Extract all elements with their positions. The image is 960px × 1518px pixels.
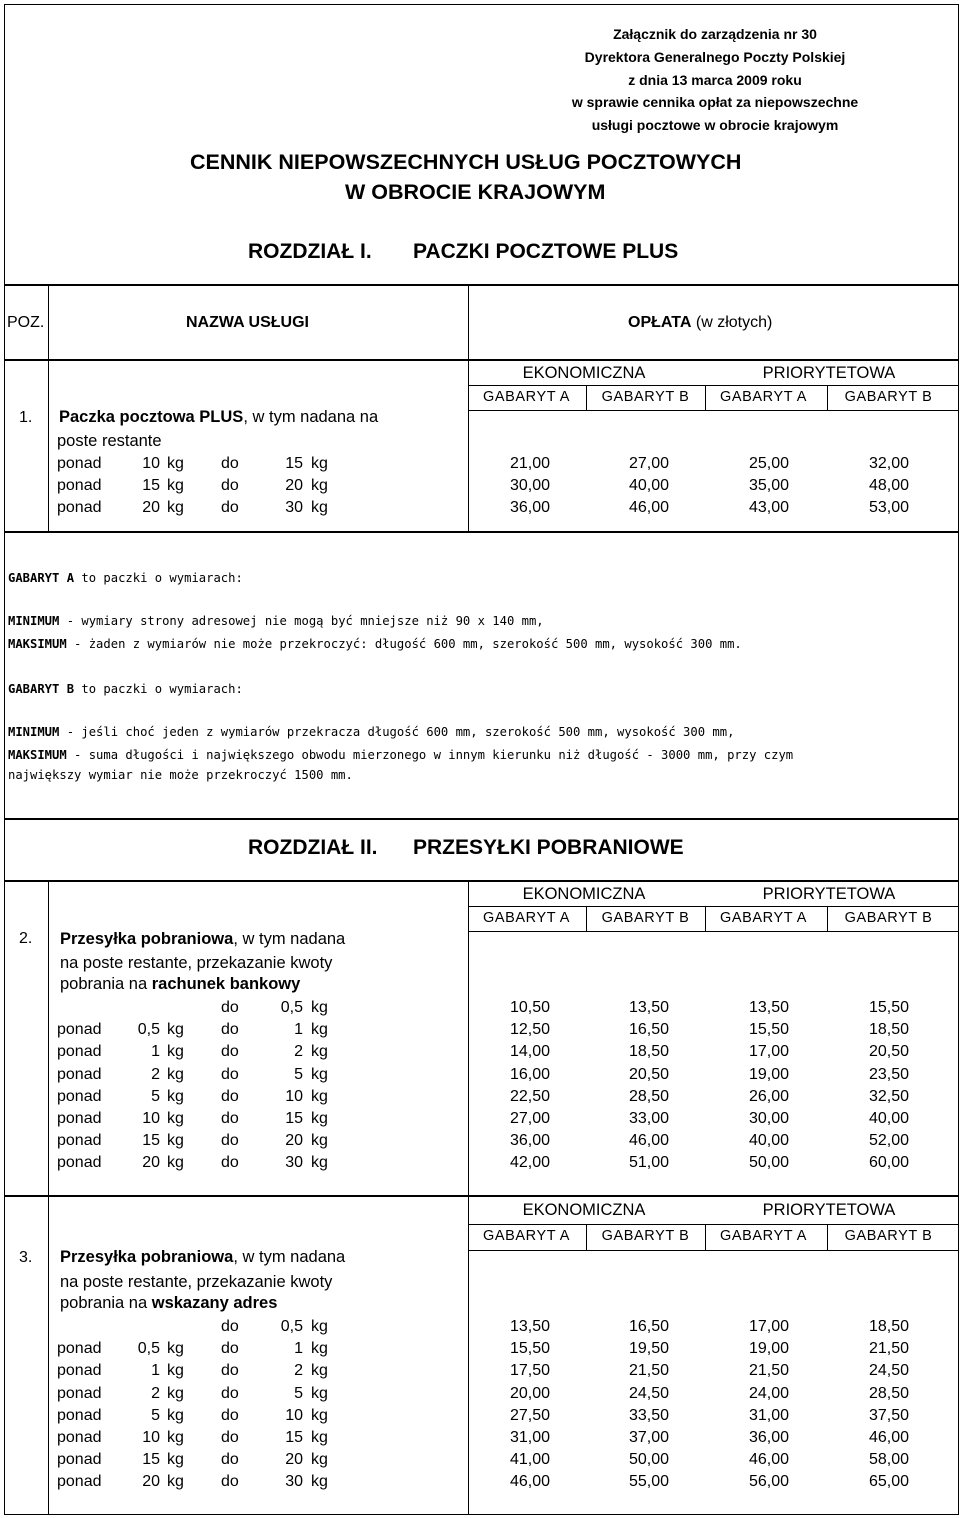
weight-to-value: 15 bbox=[285, 455, 303, 472]
price-value: 46,00 bbox=[628, 1132, 669, 1150]
weight-from-value: 5 bbox=[151, 1406, 160, 1424]
weight-to-value: 20 bbox=[285, 1132, 303, 1150]
weight-ponad-label: ponad bbox=[57, 1473, 102, 1491]
weight-from-unit: kg bbox=[167, 499, 184, 517]
weight-ponad-label: ponad bbox=[57, 1132, 102, 1150]
weight-do-label: do bbox=[221, 1451, 239, 1469]
price-value: 19,00 bbox=[748, 1065, 789, 1083]
note-a-min-bold: MINIMUM bbox=[8, 614, 60, 628]
item2-gab-b-eco: GABARYT B bbox=[601, 910, 690, 926]
price-value: 37,00 bbox=[628, 1429, 669, 1446]
item2-gab-divider-3 bbox=[827, 906, 828, 932]
item2-group-eco: EKONOMICZNA bbox=[522, 885, 646, 903]
item1-gab-divider-1 bbox=[586, 385, 587, 411]
weight-from-unit: kg bbox=[167, 1065, 184, 1083]
price-value: 56,00 bbox=[748, 1473, 789, 1491]
price-value: 18,50 bbox=[628, 1043, 669, 1061]
item1-gab-a-prio: GABARYT A bbox=[719, 389, 808, 405]
price-value: 33,50 bbox=[628, 1406, 669, 1424]
price-value: 25,00 bbox=[748, 455, 789, 472]
price-value: 36,00 bbox=[509, 499, 550, 517]
item2-weight-row bbox=[0, 1066, 960, 1086]
item3-poz: 3. bbox=[19, 1249, 33, 1266]
weight-from-value: 20 bbox=[142, 1473, 160, 1491]
poz-divider-1 bbox=[48, 285, 49, 360]
weight-do-label: do bbox=[221, 1429, 239, 1446]
document-title-line-1: CENNIK NIEPOWSZECHNYCH USŁUG POCZTOWYCH bbox=[190, 150, 742, 174]
item1-gab-row-bottom-line bbox=[468, 410, 959, 411]
note-b-min bbox=[8, 725, 734, 739]
header-line-5: usługi pocztowe w obrocie krajowym bbox=[591, 117, 839, 133]
price-value: 37,50 bbox=[868, 1406, 909, 1424]
price-value: 21,50 bbox=[868, 1340, 909, 1358]
price-value: 46,00 bbox=[868, 1429, 909, 1446]
weight-from-unit: kg bbox=[167, 1384, 184, 1402]
price-value: 15,50 bbox=[748, 1021, 789, 1039]
weight-to-unit: kg bbox=[311, 1154, 328, 1172]
weight-from-value: 15 bbox=[142, 1451, 160, 1469]
item2-weight-row bbox=[0, 999, 960, 1019]
price-value: 15,50 bbox=[509, 1340, 550, 1358]
price-value: 20,50 bbox=[868, 1043, 909, 1061]
item2-gab-b-prio: GABARYT B bbox=[844, 910, 933, 926]
price-value: 58,00 bbox=[868, 1451, 909, 1469]
price-value: 28,50 bbox=[628, 1087, 669, 1105]
price-value: 55,00 bbox=[628, 1473, 669, 1491]
weight-do-label: do bbox=[221, 1473, 239, 1491]
price-value: 46,00 bbox=[748, 1451, 789, 1469]
price-value: 53,00 bbox=[868, 499, 909, 517]
item1-weight-row bbox=[0, 455, 960, 475]
weight-ponad-label: ponad bbox=[57, 499, 102, 517]
weight-ponad-label: ponad bbox=[57, 1087, 102, 1105]
note-a-title bbox=[8, 571, 243, 585]
weight-do-label: do bbox=[221, 1132, 239, 1150]
weight-ponad-label: ponad bbox=[57, 1429, 102, 1446]
price-value: 20,50 bbox=[628, 1065, 669, 1083]
item1-gab-divider-3 bbox=[827, 385, 828, 411]
weight-from-value: 15 bbox=[142, 477, 160, 495]
price-value: 10,50 bbox=[509, 999, 550, 1016]
price-value: 42,00 bbox=[509, 1154, 550, 1172]
weight-to-value: 1 bbox=[294, 1340, 303, 1358]
weight-to-unit: kg bbox=[311, 1362, 328, 1380]
price-value: 40,00 bbox=[628, 477, 669, 495]
item3-gab-b-eco: GABARYT B bbox=[601, 1228, 690, 1244]
weight-do-label: do bbox=[221, 1087, 239, 1105]
weight-to-unit: kg bbox=[311, 1021, 328, 1039]
item3-group-prio: PRIORYTETOWA bbox=[762, 1201, 896, 1219]
note-a-max-rest: - żaden z wymiarów nie może przekroczyć: długość 600 mm, szerokość 500 mm, wysokość 300 mm. bbox=[66, 637, 742, 651]
item2-desc-line3 bbox=[60, 975, 300, 994]
weight-do-label: do bbox=[221, 1043, 239, 1061]
note-b-max-rest: - suma długości i największego obwodu mierzonego w innym kierunku niż długość - 3000 mm, przy czym bbox=[66, 748, 794, 762]
item3-weight-row bbox=[0, 1451, 960, 1471]
price-value: 50,00 bbox=[628, 1451, 669, 1469]
weight-to-unit: kg bbox=[311, 1340, 328, 1358]
note-a-title-rest: to paczki o wymiarach: bbox=[74, 571, 243, 585]
weight-from-value: 5 bbox=[151, 1087, 160, 1105]
weight-do-label: do bbox=[221, 1065, 239, 1083]
weight-from-unit: kg bbox=[167, 1087, 184, 1105]
column-poz: POZ. bbox=[7, 314, 45, 331]
weight-from-unit: kg bbox=[167, 1043, 184, 1061]
weight-do-label: do bbox=[221, 1340, 239, 1358]
header-line-4: w sprawie cennika opłat za niepowszechne bbox=[571, 94, 859, 110]
item1-weight-row bbox=[0, 499, 960, 519]
item2-weight-row bbox=[0, 1154, 960, 1174]
item1-gab-divider-2 bbox=[705, 385, 706, 411]
price-value: 12,50 bbox=[509, 1021, 550, 1039]
price-value: 16,50 bbox=[628, 1318, 669, 1335]
weight-ponad-label: ponad bbox=[57, 1043, 102, 1061]
weight-to-value: 5 bbox=[294, 1065, 303, 1083]
price-value: 17,50 bbox=[509, 1362, 550, 1380]
price-value: 17,00 bbox=[748, 1318, 789, 1335]
price-value: 60,00 bbox=[868, 1154, 909, 1172]
weight-from-value: 1 bbox=[151, 1362, 160, 1380]
column-fee-label: OPŁATA bbox=[628, 314, 692, 331]
item3-gab-b-prio: GABARYT B bbox=[844, 1228, 933, 1244]
column-fee-unit: (w złotych) bbox=[695, 314, 773, 331]
price-value: 51,00 bbox=[628, 1154, 669, 1172]
weight-from-value: 10 bbox=[142, 1429, 160, 1446]
item1-poz: 1. bbox=[19, 409, 33, 426]
price-value: 14,00 bbox=[509, 1043, 550, 1061]
item3-weight-row bbox=[0, 1429, 960, 1449]
weight-do-label: do bbox=[221, 1384, 239, 1402]
weight-to-unit: kg bbox=[311, 499, 328, 517]
price-value: 23,50 bbox=[868, 1065, 909, 1083]
weight-from-unit: kg bbox=[167, 455, 184, 472]
weight-from-value: 2 bbox=[151, 1065, 160, 1083]
weight-to-unit: kg bbox=[311, 1384, 328, 1402]
item3-weight-row bbox=[0, 1473, 960, 1493]
weight-to-value: 1 bbox=[294, 1021, 303, 1039]
weight-to-value: 15 bbox=[285, 1429, 303, 1446]
price-value: 24,50 bbox=[868, 1362, 909, 1380]
price-value: 21,50 bbox=[748, 1362, 789, 1380]
weight-ponad-label: ponad bbox=[57, 1154, 102, 1172]
note-a-min-rest: - wymiary strony adresowej nie mogą być mniejsze niż 90 x 140 mm, bbox=[59, 614, 544, 628]
weight-to-value: 2 bbox=[294, 1362, 303, 1380]
weight-ponad-label: ponad bbox=[57, 1021, 102, 1039]
weight-to-unit: kg bbox=[311, 455, 328, 472]
note-a-title-bold: GABARYT A bbox=[8, 571, 75, 585]
weight-ponad-label: ponad bbox=[57, 477, 102, 495]
weight-to-unit: kg bbox=[311, 1087, 328, 1105]
price-value: 13,50 bbox=[509, 1318, 550, 1335]
note-b-max bbox=[8, 748, 793, 762]
item3-gab-a-eco: GABARYT A bbox=[482, 1228, 571, 1244]
weight-from-unit: kg bbox=[167, 1021, 184, 1039]
weight-to-value: 0,5 bbox=[280, 1318, 303, 1335]
note-b-title bbox=[8, 682, 243, 696]
item2-gab-a-eco: GABARYT A bbox=[482, 910, 571, 926]
column-header-box bbox=[4, 285, 959, 360]
weight-to-value: 30 bbox=[285, 1473, 303, 1491]
weight-do-label: do bbox=[221, 1110, 239, 1127]
weight-to-value: 20 bbox=[285, 1451, 303, 1469]
note-b-min-rest: - jeśli choć jeden z wymiarów przekracza długość 600 mm, szerokość 500 mm, wysokość 300 mm, bbox=[59, 725, 735, 739]
note-a-max-bold: MAKSIMUM bbox=[8, 637, 67, 651]
weight-do-label: do bbox=[221, 1021, 239, 1039]
item2-group-prio: PRIORYTETOWA bbox=[762, 885, 896, 903]
header-line-2: Dyrektora Generalnego Poczty Polskiej bbox=[584, 49, 846, 65]
note-a-min bbox=[8, 614, 544, 628]
weight-from-value: 0,5 bbox=[137, 1340, 160, 1358]
item3-gab-divider-1 bbox=[586, 1224, 587, 1251]
item1-name bbox=[59, 408, 378, 427]
item2-weight-row bbox=[0, 1132, 960, 1152]
item2-weight-row bbox=[0, 1110, 960, 1130]
weight-from-value: 10 bbox=[142, 455, 160, 472]
weight-to-unit: kg bbox=[311, 1451, 328, 1469]
weight-from-unit: kg bbox=[167, 1154, 184, 1172]
item2-weight-row bbox=[0, 1043, 960, 1063]
price-value: 52,00 bbox=[868, 1132, 909, 1150]
weight-do-label: do bbox=[221, 999, 239, 1016]
weight-ponad-label: ponad bbox=[57, 1384, 102, 1402]
weight-to-value: 2 bbox=[294, 1043, 303, 1061]
weight-from-value: 0,5 bbox=[137, 1021, 160, 1039]
chapter2-name: PRZESYŁKI POBRANIOWE bbox=[413, 836, 684, 859]
item1-name-bold: Paczka pocztowa PLUS bbox=[59, 408, 244, 426]
item3-weight-row bbox=[0, 1385, 960, 1405]
item3-gab-a-prio: GABARYT A bbox=[719, 1228, 808, 1244]
weight-from-unit: kg bbox=[167, 1429, 184, 1446]
price-value: 20,00 bbox=[509, 1384, 550, 1402]
price-value: 36,00 bbox=[748, 1429, 789, 1446]
item3-weight-row bbox=[0, 1362, 960, 1382]
weight-from-value: 1 bbox=[151, 1043, 160, 1061]
weight-to-value: 15 bbox=[285, 1110, 303, 1127]
weight-ponad-label: ponad bbox=[57, 1362, 102, 1380]
price-value: 50,00 bbox=[748, 1154, 789, 1172]
item1-name-line2: poste restante bbox=[57, 432, 162, 450]
price-value: 24,50 bbox=[628, 1384, 669, 1402]
column-name: NAZWA USŁUGI bbox=[186, 314, 309, 331]
item2-desc-line3-plain: pobrania na bbox=[60, 975, 152, 993]
weight-do-label: do bbox=[221, 499, 239, 517]
price-value: 30,00 bbox=[509, 477, 550, 495]
price-value: 40,00 bbox=[748, 1132, 789, 1150]
item2-gab-row-top-line bbox=[468, 906, 959, 907]
price-value: 24,00 bbox=[748, 1384, 789, 1402]
chapter1-number: ROZDZIAŁ I. bbox=[248, 240, 372, 263]
weight-do-label: do bbox=[221, 1154, 239, 1172]
price-value: 17,00 bbox=[748, 1043, 789, 1061]
price-value: 31,00 bbox=[748, 1406, 789, 1424]
fee-divider-1 bbox=[468, 285, 469, 360]
price-value: 31,00 bbox=[509, 1429, 550, 1446]
weight-from-value: 20 bbox=[142, 1154, 160, 1172]
price-value: 16,50 bbox=[628, 1021, 669, 1039]
document-title-line-2: W OBROCIE KRAJOWYM bbox=[345, 180, 606, 204]
weight-to-value: 10 bbox=[285, 1406, 303, 1424]
item3-desc-line3-bold: wskazany adres bbox=[151, 1294, 278, 1312]
price-value: 27,50 bbox=[509, 1406, 550, 1424]
weight-from-unit: kg bbox=[167, 1110, 184, 1127]
weight-to-unit: kg bbox=[311, 1065, 328, 1083]
weight-to-value: 30 bbox=[285, 499, 303, 517]
item3-gab-divider-2 bbox=[705, 1224, 706, 1251]
price-value: 41,00 bbox=[509, 1451, 550, 1469]
item2-gab-a-prio: GABARYT A bbox=[719, 910, 808, 926]
item3-gab-divider-3 bbox=[827, 1224, 828, 1251]
weight-do-label: do bbox=[221, 1362, 239, 1380]
weight-to-unit: kg bbox=[311, 1318, 328, 1335]
item2-weight-row bbox=[0, 1021, 960, 1041]
item2-desc-bold: Przesyłka pobraniowa bbox=[60, 930, 234, 948]
weight-from-unit: kg bbox=[167, 1340, 184, 1358]
weight-ponad-label: ponad bbox=[57, 1451, 102, 1469]
price-value: 19,00 bbox=[748, 1340, 789, 1358]
price-value: 13,50 bbox=[748, 999, 789, 1016]
header-line-1: Załącznik do zarządzenia nr 30 bbox=[613, 26, 817, 42]
weight-to-unit: kg bbox=[311, 1043, 328, 1061]
item2-gab-divider-1 bbox=[586, 906, 587, 932]
item3-weight-row bbox=[0, 1340, 960, 1360]
weight-ponad-label: ponad bbox=[57, 1065, 102, 1083]
price-value: 19,50 bbox=[628, 1340, 669, 1358]
weight-from-unit: kg bbox=[167, 1451, 184, 1469]
item1-name-rest: , w tym nadana na bbox=[243, 408, 379, 426]
item3-desc-line1 bbox=[60, 1248, 345, 1267]
header-line-3: z dnia 13 marca 2009 roku bbox=[628, 72, 802, 88]
weight-to-unit: kg bbox=[311, 1473, 328, 1491]
item3-desc-line3-plain: pobrania na bbox=[60, 1294, 152, 1312]
weight-from-unit: kg bbox=[167, 1132, 184, 1150]
item3-weight-row bbox=[0, 1318, 960, 1338]
weight-to-value: 5 bbox=[294, 1384, 303, 1402]
price-value: 43,00 bbox=[748, 499, 789, 517]
column-fee bbox=[628, 314, 772, 332]
price-value: 26,00 bbox=[748, 1087, 789, 1105]
weight-from-value: 10 bbox=[142, 1110, 160, 1127]
price-value: 40,00 bbox=[868, 1110, 909, 1127]
weight-to-value: 30 bbox=[285, 1154, 303, 1172]
weight-from-value: 2 bbox=[151, 1384, 160, 1402]
note-b-title-rest: to paczki o wymiarach: bbox=[74, 682, 243, 696]
price-value: 33,00 bbox=[628, 1110, 669, 1127]
weight-to-unit: kg bbox=[311, 1110, 328, 1127]
item2-poz: 2. bbox=[19, 930, 33, 947]
weight-from-value: 20 bbox=[142, 499, 160, 517]
item2-desc-line1 bbox=[60, 930, 345, 949]
price-value: 21,00 bbox=[509, 455, 550, 472]
weight-from-unit: kg bbox=[167, 477, 184, 495]
note-b-title-bold: GABARYT B bbox=[8, 682, 75, 696]
price-value: 36,00 bbox=[509, 1132, 550, 1150]
weight-from-value: 15 bbox=[142, 1132, 160, 1150]
item2-gab-divider-2 bbox=[705, 906, 706, 932]
weight-to-unit: kg bbox=[311, 999, 328, 1016]
item2-desc-line2: na poste restante, przekazanie kwoty bbox=[60, 954, 333, 972]
price-value: 27,00 bbox=[509, 1110, 550, 1127]
item1-gab-a-eco: GABARYT A bbox=[482, 389, 571, 405]
item2-desc-line3-bold: rachunek bankowy bbox=[151, 975, 301, 993]
item2-desc-rest: , w tym nadana bbox=[233, 930, 346, 948]
price-value: 28,50 bbox=[868, 1384, 909, 1402]
item2-weight-row bbox=[0, 1088, 960, 1108]
price-value: 35,00 bbox=[748, 477, 789, 495]
price-value: 21,50 bbox=[628, 1362, 669, 1380]
weight-from-unit: kg bbox=[167, 1362, 184, 1380]
item3-desc-bold: Przesyłka pobraniowa bbox=[60, 1248, 234, 1266]
price-value: 46,00 bbox=[509, 1473, 550, 1491]
weight-ponad-label: ponad bbox=[57, 1340, 102, 1358]
note-b-max-bold: MAKSIMUM bbox=[8, 748, 67, 762]
price-value: 46,00 bbox=[628, 499, 669, 517]
item1-group-eco: EKONOMICZNA bbox=[522, 364, 646, 382]
item1-group-prio: PRIORYTETOWA bbox=[762, 364, 896, 382]
item1-weight-row bbox=[0, 477, 960, 497]
item3-gab-row-top-line bbox=[468, 1224, 959, 1225]
item1-gab-row-top-line bbox=[468, 385, 959, 386]
price-value: 48,00 bbox=[868, 477, 909, 495]
item1-gab-b-eco: GABARYT B bbox=[601, 389, 690, 405]
weight-do-label: do bbox=[221, 477, 239, 495]
price-value: 27,00 bbox=[628, 455, 669, 472]
chapter2-number: ROZDZIAŁ II. bbox=[248, 836, 378, 859]
price-value: 32,50 bbox=[868, 1087, 909, 1105]
weight-to-unit: kg bbox=[311, 1406, 328, 1424]
weight-ponad-label: ponad bbox=[57, 455, 102, 472]
weight-to-value: 0,5 bbox=[280, 999, 303, 1016]
item2-gab-row-bottom-line bbox=[468, 931, 959, 932]
weight-to-value: 20 bbox=[285, 477, 303, 495]
price-value: 18,50 bbox=[868, 1318, 909, 1335]
item3-desc-rest: , w tym nadana bbox=[233, 1248, 346, 1266]
price-value: 13,50 bbox=[628, 999, 669, 1016]
weight-to-unit: kg bbox=[311, 477, 328, 495]
weight-do-label: do bbox=[221, 1318, 239, 1335]
weight-ponad-label: ponad bbox=[57, 1110, 102, 1127]
price-value: 32,00 bbox=[868, 455, 909, 472]
note-b-max-line2: największy wymiar nie może przekroczyć 1500 mm. bbox=[8, 768, 353, 782]
note-a-max bbox=[8, 637, 742, 651]
price-value: 65,00 bbox=[868, 1473, 909, 1491]
chapter1-name: PACZKI POCZTOWE PLUS bbox=[413, 240, 679, 263]
weight-ponad-label: ponad bbox=[57, 1406, 102, 1424]
item3-weight-row bbox=[0, 1407, 960, 1427]
price-value: 30,00 bbox=[748, 1110, 789, 1127]
weight-from-unit: kg bbox=[167, 1473, 184, 1491]
price-value: 22,50 bbox=[509, 1087, 550, 1105]
note-b-min-bold: MINIMUM bbox=[8, 725, 60, 739]
weight-to-unit: kg bbox=[311, 1132, 328, 1150]
weight-do-label: do bbox=[221, 1406, 239, 1424]
weight-to-unit: kg bbox=[311, 1429, 328, 1446]
item3-gab-row-bottom-line bbox=[468, 1250, 959, 1251]
weight-from-unit: kg bbox=[167, 1406, 184, 1424]
item3-group-eco: EKONOMICZNA bbox=[522, 1201, 646, 1219]
item3-desc-line2: na poste restante, przekazanie kwoty bbox=[60, 1273, 333, 1291]
item3-desc-line3 bbox=[60, 1294, 277, 1313]
price-value: 18,50 bbox=[868, 1021, 909, 1039]
item1-gab-b-prio: GABARYT B bbox=[844, 389, 933, 405]
weight-do-label: do bbox=[221, 455, 239, 472]
weight-to-value: 10 bbox=[285, 1087, 303, 1105]
price-value: 16,00 bbox=[509, 1065, 550, 1083]
price-value: 15,50 bbox=[868, 999, 909, 1016]
